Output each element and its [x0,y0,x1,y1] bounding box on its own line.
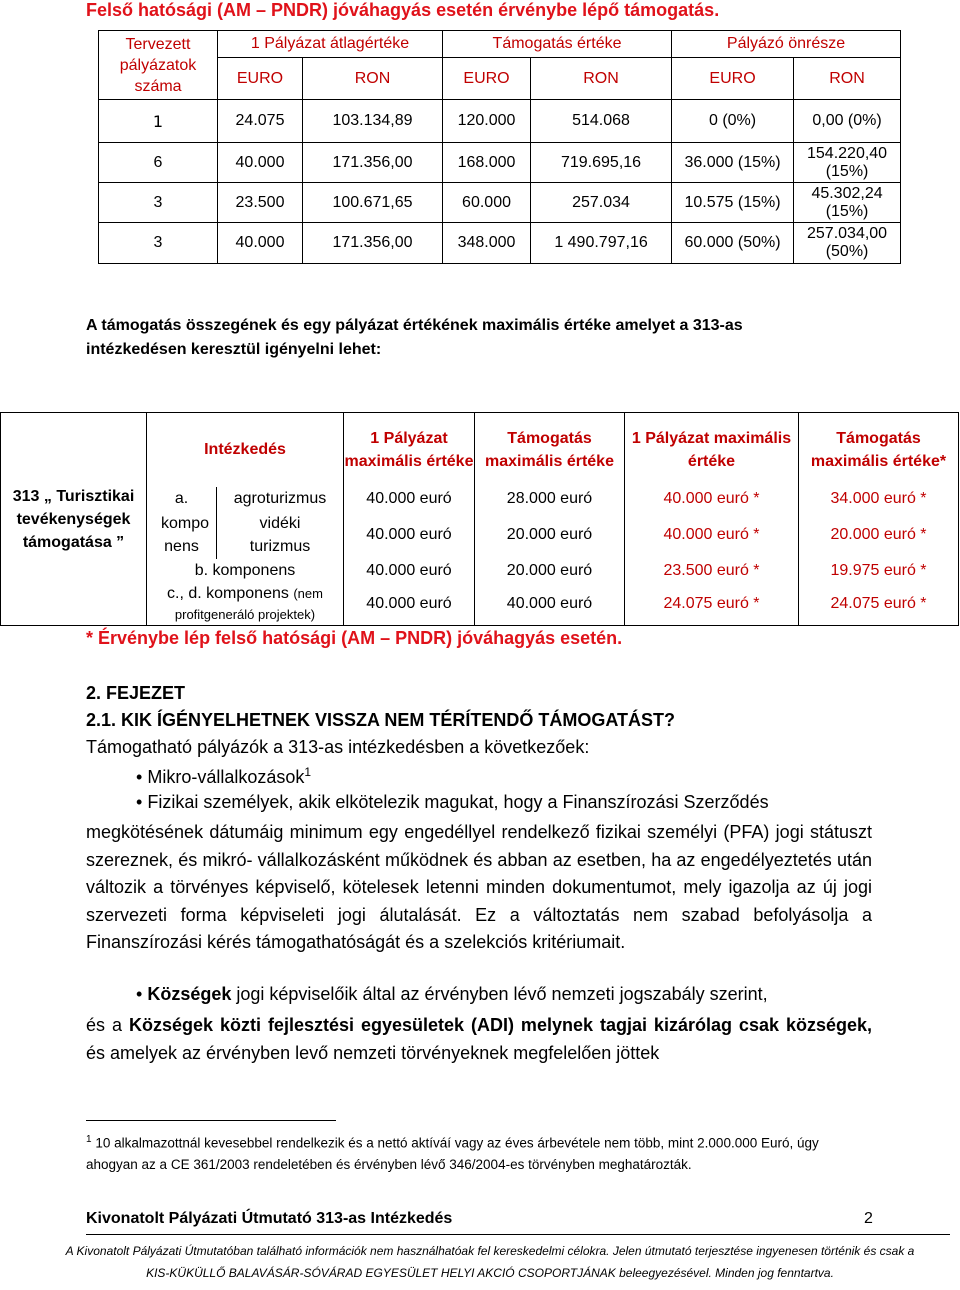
table-row [99,183,901,223]
bullet-icon: • [136,767,143,787]
cell: 6 [99,143,218,183]
bullet-icon: • [136,792,143,812]
cell: 34.000 euró * [799,487,959,511]
cell: a. [147,487,217,511]
cell: 154.220,40 (15%) [794,143,901,183]
header-max-project-value-2: 1 Pályázat maximális értéke [625,413,799,487]
cell: 28.000 euró [475,487,625,511]
max-values-intro: A támogatás összegének és egy pályázat értékének maximális értéke amelyet a 313-as intézkedésen keresztül igényelni lehet: [86,317,743,358]
bold-text: községek, [785,1015,872,1035]
disclaimer-line-1: A Kivonatolt Pályázati Útmutatóban található információk nem használhatóak fel kereskedelmi célokra. Jelen útmutató terjesztése ingyenesen történik és csak a [65,1244,915,1258]
cell: agroturizmus [217,487,344,511]
measure-313-label: 313 „ Turisztikai tevékenységek támogatása ” [1,413,147,626]
cell: 0 (0%) [672,100,794,143]
cell: 40.000 euró [344,511,475,559]
header-support-value: Támogatás értéke [443,31,672,58]
header-ron: RON [794,58,901,100]
table-row [99,143,901,183]
footnote-separator [86,1120,336,1121]
text: és a [86,1015,129,1035]
cell: 24.075 euró * [799,583,959,626]
cell: kompo nens [147,511,217,559]
cell: 3 [99,183,218,223]
header-euro: EURO [672,58,794,100]
table-row [99,223,901,264]
footnote-ref[interactable]: 1 [304,765,312,779]
footer-rule [86,1234,950,1235]
footnote-number: 1 [86,1134,92,1145]
header-avg-value: 1 Pályázat átlagértéke [218,31,443,58]
header-planned-count: Tervezett pályázatok száma [99,31,218,100]
cell: 514.068 [531,100,672,143]
footer-title: Kivonatolt Pályázati Útmutató 313-as Intézkedés [86,1210,453,1227]
table-support-values [98,30,901,264]
cell: 40.000 euró * [625,511,799,559]
bold-text: Községek közti fejlesztési egyesületek (ADI) melynek tagjai kizárólag csak [128,1015,779,1035]
bullet-natural-persons-continued: megkötésének dátumáig minimum egy engedéllyel rendelkező fizikai személyi (PFA) jogi státuszt szereznek, és mikró- vállalkozásként működnek és abban az esetben, ha az engedélyeztetés után változik a törvényes képviselő, kötelesek letenni minden dokumentumot, mely igazolja az új jogi szervezeti forma képviseleti jogi álutalását. Ez a változtatás nem szabad befolyásolja a Finanszírozási kérés támogathatóságát és a szelekciós kritériumait. [86,822,872,952]
cell: 45.302,24 (15%) [794,183,901,223]
cell: 40.000 euró [344,487,475,511]
table-row [99,100,901,143]
cell: 40.000 euró [475,583,625,626]
cell: 257.034 [531,183,672,223]
chapter-heading: 2. FEJEZET [86,683,186,703]
page-title: Felső hatósági (AM – PNDR) jóváhagyás esetén érvénybe lépő támogatás. [86,0,720,20]
bullet-communes [136,984,768,1005]
cell: 24.075 euró * [625,583,799,626]
cell: 23.500 euró * [625,559,799,583]
cell: 40.000 euró * [625,487,799,511]
cell: 120.000 [443,100,531,143]
approval-note: * Érvénybe lép felső hatósági (AM – PNDR) jóváhagyás esetén. [86,628,623,648]
cell: 168.000 [443,143,531,183]
cell: 348.000 [443,223,531,264]
header-ron: RON [531,58,672,100]
header-ron: RON [303,58,443,100]
table-max-values [0,412,959,626]
bullet-icon: • [136,984,143,1004]
cell: 23.500 [218,183,303,223]
cell: 1 [99,100,218,143]
header-own-contribution: Pályázó önrésze [672,31,901,58]
cell: 0,00 (0%) [794,100,901,143]
component-cd-label: c., d. komponens [167,584,289,602]
cell: 103.134,89 [303,100,443,143]
cell: b. komponens [147,559,344,583]
footnote [86,1129,826,1175]
cell: 40.000 [218,143,303,183]
footnote-text: 10 alkalmazottnál kevesebbel rendelkezik és a nettó aktíváí vagy az éves árbevétele nem több, mint 2.000.000 Euró, úgy ahogyan az a CE 361/2003 rendeletében és érvényben lévő 346/2004-es törvényben meghatározták. [86,1135,819,1172]
cell: 40.000 euró [344,583,475,626]
header-max-support-2: Támogatás maximális értéke* [799,413,959,487]
bullet-micro-enterprises [136,765,311,788]
cell: 257.034,00 (50%) [794,223,901,264]
cell: 40.000 [218,223,303,264]
bullet-text: jogi képviselőik által az érvényben lévő nemzeti jogszabály szerint, [231,984,768,1004]
cell: 3 [99,223,218,264]
header-max-support: Támogatás maximális értéke [475,413,625,487]
bullet-natural-persons [136,792,769,813]
cell: 19.975 euró * [799,559,959,583]
cell: 100.671,65 [303,183,443,223]
cell: 171.356,00 [303,223,443,264]
cell: 171.356,00 [303,143,443,183]
bullet-text: Fizikai személyek, akik elkötelezik magukat, hogy a Finanszírozási Szerződés [147,792,769,812]
cell: vidéki turizmus [217,511,344,559]
cell: 20.000 euró [475,559,625,583]
cell: 10.575 (15%) [672,183,794,223]
cell: 24.075 [218,100,303,143]
section-heading: 2.1. KIK ÍGÉNYELHETNEK VISSZA NEM TÉRÍTENDŐ TÁMOGATÁST? [86,710,676,730]
header-euro: EURO [443,58,531,100]
component-cd-note: (nem profitgeneráló projektek) [174,585,323,622]
cell [147,583,344,626]
cell: 1 490.797,16 [531,223,672,264]
cell: 20.000 euró * [799,511,959,559]
text: és amelyek az érvényben levő nemzeti törvényeknek megfelelően jöttek [86,1042,660,1063]
cell: 40.000 euró [344,559,475,583]
cell: 20.000 euró [475,511,625,559]
cell: 36.000 (15%) [672,143,794,183]
disclaimer-line-2: KIS-KÜKÜLLŐ BALAVÁSÁR-SÓVÁRAD EGYESÜLET HELYI AKCIÓ CSOPORTJÁNAK beleegyezésével. Minden jog fenntartva. [146,1266,834,1280]
header-max-project-value: 1 Pályázat maximális értéke [344,413,475,487]
header-measure: Intézkedés [147,413,344,487]
page-number: 2 [864,1210,873,1227]
eligible-intro: Támogatható pályázók a 313-as intézkedésben a következőek: [86,737,590,757]
cell: 60.000 [443,183,531,223]
cell: 60.000 (50%) [672,223,794,264]
bullet-communes-continued [86,1012,872,1067]
cell: 719.695,16 [531,143,672,183]
bullet-text: Mikro-vállalkozások [147,767,305,787]
bold-text: Községek [147,984,232,1004]
header-euro: EURO [218,58,303,100]
